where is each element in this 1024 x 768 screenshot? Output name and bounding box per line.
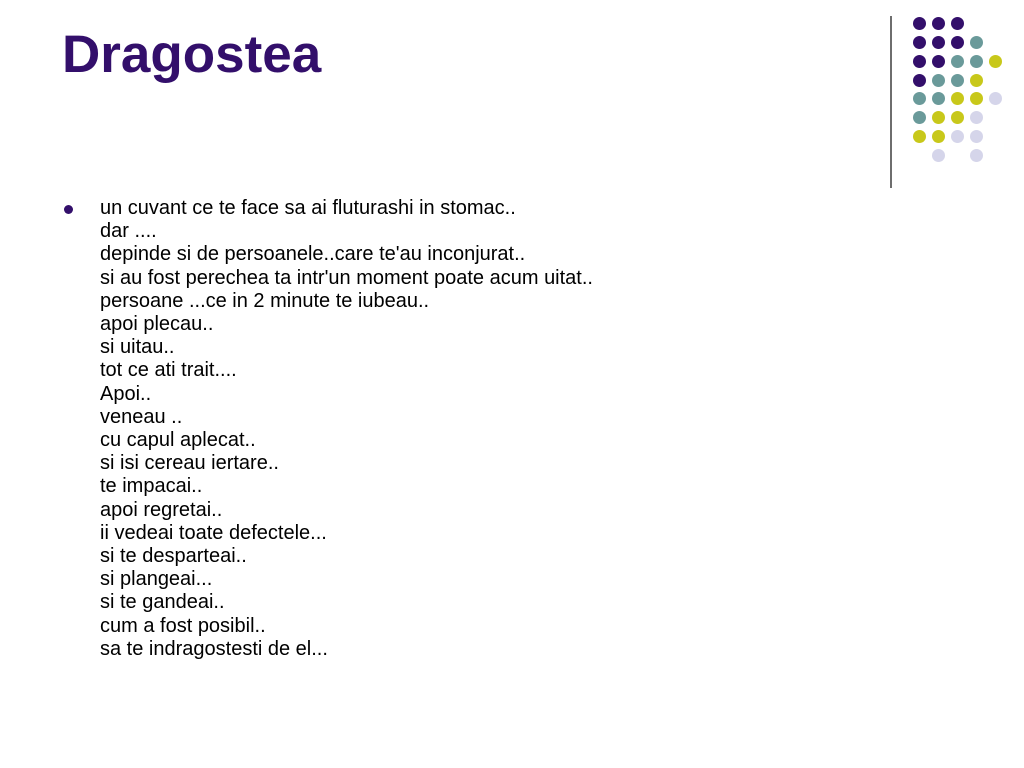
decorative-dot <box>932 130 945 143</box>
decorative-dot <box>970 55 983 68</box>
decorative-dot <box>951 55 964 68</box>
decorative-dot <box>913 17 926 30</box>
decorative-dot <box>951 130 964 143</box>
decorative-dot <box>970 36 983 49</box>
decorative-dot-grid <box>0 0 1024 190</box>
text-line: si te gandeai.. <box>100 591 225 614</box>
decorative-dot <box>932 149 945 162</box>
text-line: te impacai.. <box>100 475 203 498</box>
text-line: un cuvant ce te face sa ai fluturashi in stomac.. <box>100 197 516 219</box>
decorative-dot <box>932 92 945 105</box>
decorative-dot <box>913 111 926 124</box>
decorative-dot <box>951 74 964 87</box>
slide-title: Dragostea <box>62 25 322 84</box>
decorative-dot <box>989 92 1002 105</box>
decorative-dot <box>932 17 945 30</box>
text-line: si au fost perechea ta intr'un moment poate acum uitat.. <box>100 266 593 289</box>
text-line: si plangeai... <box>100 568 213 591</box>
text-line: cu capul aplecat.. <box>100 429 256 452</box>
decorative-dot <box>913 55 926 68</box>
text-line: sa te indragostesti de el... <box>100 637 328 660</box>
decorative-dot <box>970 74 983 87</box>
text-line: tot ce ati trait.... <box>100 359 237 382</box>
text-line: dar .... <box>100 220 157 243</box>
text-line: apoi plecau.. <box>100 313 214 336</box>
decorative-dot <box>970 92 983 105</box>
decorative-dot <box>913 36 926 49</box>
decorative-dot <box>951 36 964 49</box>
vertical-divider <box>890 16 892 188</box>
text-line: apoi regretai.. <box>100 498 223 521</box>
decorative-dot <box>913 92 926 105</box>
decorative-dot <box>932 55 945 68</box>
decorative-dot <box>970 111 983 124</box>
text-line: si isi cereau iertare.. <box>100 452 279 475</box>
decorative-dot <box>913 74 926 87</box>
text-line: persoane ...ce in 2 minute te iubeau.. <box>100 289 430 312</box>
decorative-dot <box>951 92 964 105</box>
bullet-icon <box>64 205 73 214</box>
text-line: cum a fost posibil.. <box>100 614 266 637</box>
decorative-dot <box>932 111 945 124</box>
text-line: veneau .. <box>100 405 183 428</box>
decorative-dot <box>932 36 945 49</box>
decorative-dot <box>932 74 945 87</box>
decorative-dot <box>970 130 983 143</box>
body-text <box>100 197 593 661</box>
decorative-dot <box>951 111 964 124</box>
decorative-dot <box>951 17 964 30</box>
text-line: depinde si de persoanele..care te'au inconjurat.. <box>100 243 526 266</box>
text-line: si te desparteai.. <box>100 545 247 568</box>
text-line: si uitau.. <box>100 336 175 359</box>
text-line: ii vedeai toate defectele... <box>100 521 327 544</box>
decorative-dot <box>989 55 1002 68</box>
text-line: Apoi.. <box>100 382 152 405</box>
decorative-dot <box>913 130 926 143</box>
decorative-dot <box>970 149 983 162</box>
